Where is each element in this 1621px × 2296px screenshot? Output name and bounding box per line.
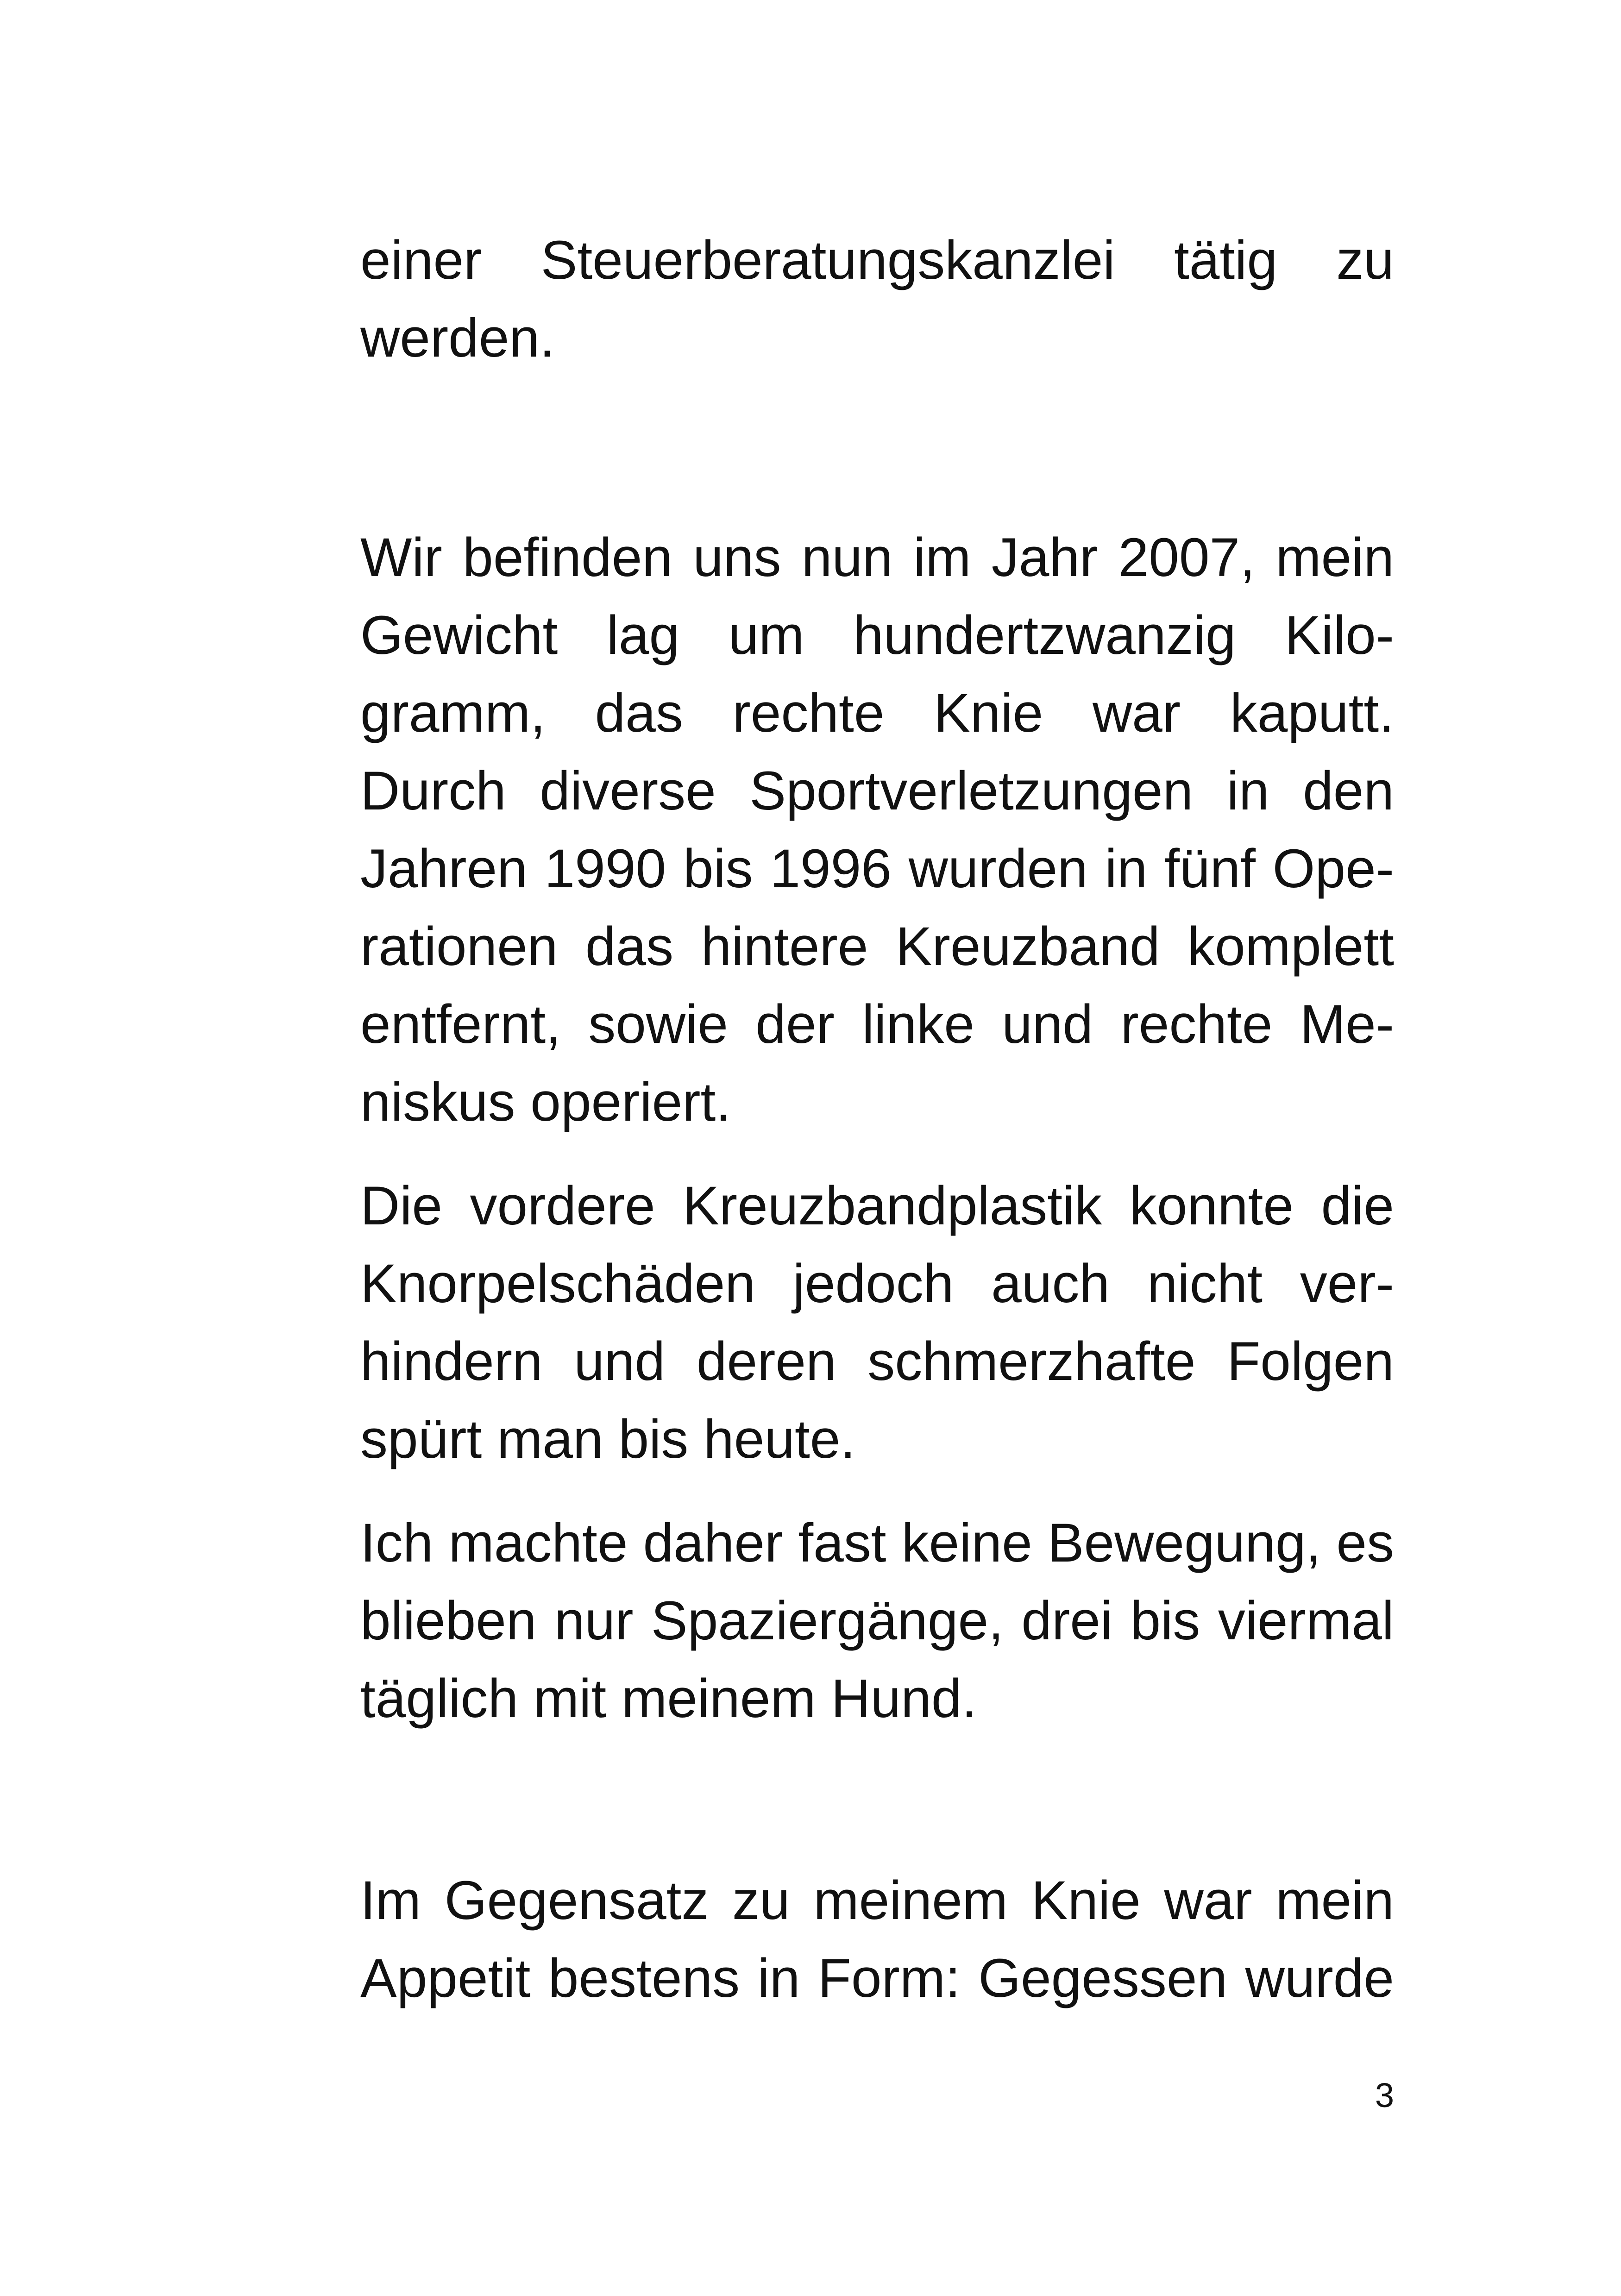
text-line: hindern und deren schmerzhafte Folgen — [360, 1331, 1394, 1392]
page-number: 3 — [1375, 2076, 1394, 2114]
text-line: Gewicht lag um hundertzwanzig Kilo- — [360, 605, 1394, 666]
text-line: einer Steuerberatungskanzlei tätig zu — [360, 230, 1394, 291]
text-line: entfernt, sowie der linke und rechte Me- — [360, 994, 1394, 1055]
text-line: blieben nur Spaziergänge, drei bis viermal — [360, 1590, 1394, 1651]
text-line: Appetit bestens in Form: Gegessen wurde — [360, 1948, 1394, 2009]
text-line: Jahren 1990 bis 1996 wurden in fünf Ope- — [360, 838, 1394, 899]
text-line: Die vordere Kreuzbandplastik konnte die — [360, 1175, 1394, 1236]
text-line: Im Gegensatz zu meinem Knie war mein — [360, 1870, 1394, 1931]
text-line: täglich mit meinem Hund. — [360, 1668, 977, 1729]
text-line: gramm, das rechte Knie war kaputt. — [360, 683, 1394, 744]
text-line: niskus operiert. — [360, 1072, 731, 1133]
text-line: Knorpelschäden jedoch auch nicht ver- — [360, 1253, 1394, 1314]
text-line: Ich machte daher fast keine Bewegung, es — [360, 1512, 1394, 1574]
text-line: Wir befinden uns nun im Jahr 2007, mein — [360, 527, 1394, 588]
text-line: werden. — [360, 307, 555, 369]
text-line: rationen das hintere Kreuzband komplett — [360, 916, 1394, 977]
text-line: Durch diverse Sportverletzungen in den — [360, 760, 1394, 822]
text-line: spürt man bis heute. — [360, 1409, 856, 1470]
